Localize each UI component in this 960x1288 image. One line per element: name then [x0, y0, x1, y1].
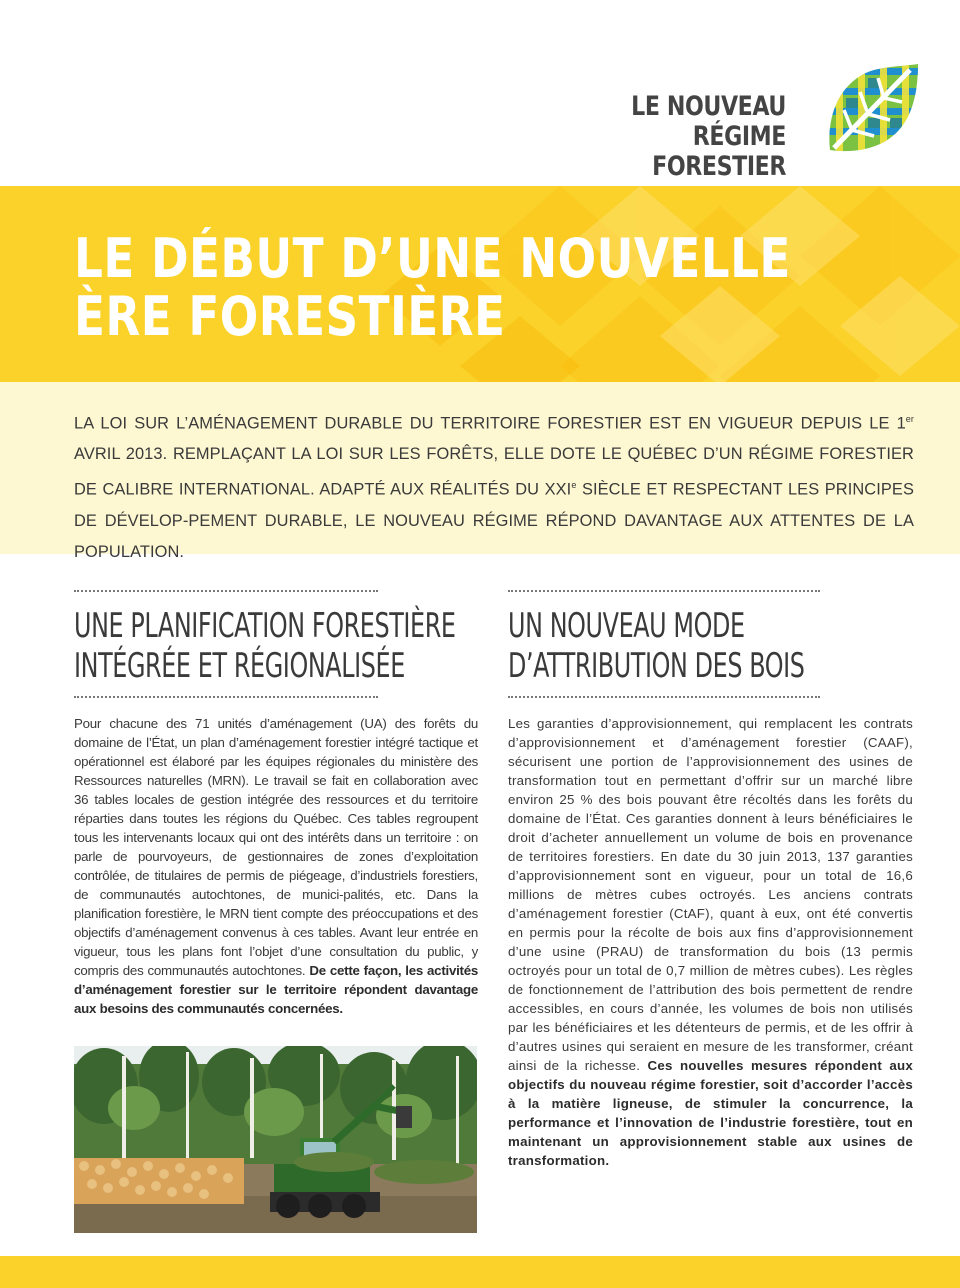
left-title-line-1: UNE PLANIFICATION FORESTIÈRE — [74, 606, 456, 646]
intro-text-c: SIÈCLE ET RESPECTANT LES PRINCIPES DE DÉVELOP-PEMENT DURABLE, LE NOUVEAU RÉGIME RÉPOND DAVANTAGE AUX ATTENTES DE LA POPULATION. — [74, 480, 914, 561]
logo-line-2: RÉGIME FORESTIER — [652, 121, 786, 182]
footer-band — [0, 1256, 960, 1288]
logo — [582, 58, 922, 182]
logo-text — [619, 92, 786, 182]
dotted-divider — [74, 696, 378, 698]
left-body-text: Pour chacune des 71 unités d’aménagement (UA) des forêts du domaine de l’État, un plan d’aménagement forestier intégré tactique et opérationnel est élaboré par les équipes régionales du ministère des Ressources naturelles (MRN). Le travail se fait en collaboration avec 36 tables locales de gestion intégrée des ressources et du territoire réparties dans toutes les régions du Québec. Ces tables regroupent tous les intervenants locaux qui ont des intérêts dans un territoire : on parle de pourvoyeurs, de gestionnaires de zones d’exploitation contrôlée, de titulaires de permis de piégeage, d’industriels forestiers, de communautés autochtones, de munici-palités, etc. Dans la planification forestière, le MRN tient compte des préoccupations et des objectifs d’aménagement convenus à ces tables. Avant leur entrée en vigueur, tous les plans font l’objet d’une consultation du public, y compris des communautés autochtones. — [74, 716, 478, 978]
page-title-line-1: LE DÉBUT D’UNE NOUVELLE — [74, 227, 791, 290]
forestry-machine-photo — [74, 1046, 477, 1233]
right-body-bold: Ces nouvelles mesures répondent aux objectifs du nouveau régime forestier, soit d’accorder l’accès à la matière ligneuse, de stimuler la concurrence, la performance et l’innovation de l’industrie forestière, tout en maintenant un approvisionnement stable aux usines de transformation. — [508, 1058, 913, 1168]
logo-line-1: LE NOUVEAU — [631, 91, 786, 122]
dotted-divider — [508, 696, 820, 698]
left-column — [74, 590, 478, 1018]
intro-text-a: LA LOI SUR L’AMÉNAGEMENT DURABLE DU TERRITOIRE FORESTIER EST EN VIGUEUR DEPUIS LE 1 — [74, 414, 906, 433]
right-section-body — [508, 714, 913, 1170]
left-section-title — [74, 606, 456, 686]
dotted-divider — [508, 590, 820, 592]
right-body-text: Les garanties d’approvisionnement, qui remplacent les contrats d’approvisionnement et d’aménagement forestier (CAAF), sécurisent une portion de l’approvisionnement des usines de transformation tout en permettant d’offrir sur un marché libre environ 25 % des bois pouvant être récoltés dans les forêts du domaine de l’État. Ces garanties donnent à leurs bénéficiaires le droit d’acheter annuellement un volume de bois en provenance de territoires forestiers. En date du 30 juin 2013, 137 garanties d’approvisionnement sont en vigueur, pour un total de 16,6 millions de mètres cubes octroyés. Les anciens contrats d’aménagement forestier (CtAF), quant à eux, ont été convertis en permis pour la récolte de bois aux fins d’approvisionnement d’une usine (PRAU) de transformation du bois (13 permis octroyés pour un total de 0,7 million de mètres cubes). Les règles de fonctionnement de l’attribution des bois permettent de rendre accessibles, en cours d’année, les volumes de bois non utilisés par les bénéficiaires et les détenteurs de permis, et de les offrir à d’autres usines qui seraient en mesure de les transformer, créant ainsi de la richesse. — [508, 716, 913, 1073]
intro-paragraph — [74, 404, 914, 568]
right-section-title — [508, 606, 824, 686]
left-body-bold: De cette façon, les activités d’aménagement forestier sur le territoire répondent davantage aux besoins des communautés concernées. — [74, 963, 478, 1016]
right-title-line-2: D’ATTRIBUTION DES BOIS — [508, 646, 805, 686]
dotted-divider — [74, 590, 378, 592]
page-title-line-2: ÈRE FORESTIÈRE — [74, 285, 506, 348]
intro-sup-2: e — [571, 480, 577, 491]
forest-harvest-illustration — [74, 1046, 477, 1233]
intro-text-b: AVRIL 2013. REMPLAÇANT LA LOI SUR LES FORÊTS, ELLE DOTE LE QUÉBEC D’UN RÉGIME FORESTIER DE CALIBRE INTERNATIONAL. ADAPTÉ AUX RÉALITÉS DU XXI — [74, 445, 914, 499]
right-column — [508, 590, 913, 1170]
intro-sup-1: er — [905, 414, 914, 424]
intro-band — [0, 382, 960, 561]
right-title-line-1: UN NOUVEAU MODE — [508, 606, 745, 646]
page-title — [74, 227, 791, 348]
left-title-line-2: INTÉGRÉE ET RÉGIONALISÉE — [74, 646, 405, 686]
title-banner — [0, 186, 960, 382]
leaf-logo-icon — [822, 58, 922, 158]
left-section-body — [74, 714, 478, 1018]
